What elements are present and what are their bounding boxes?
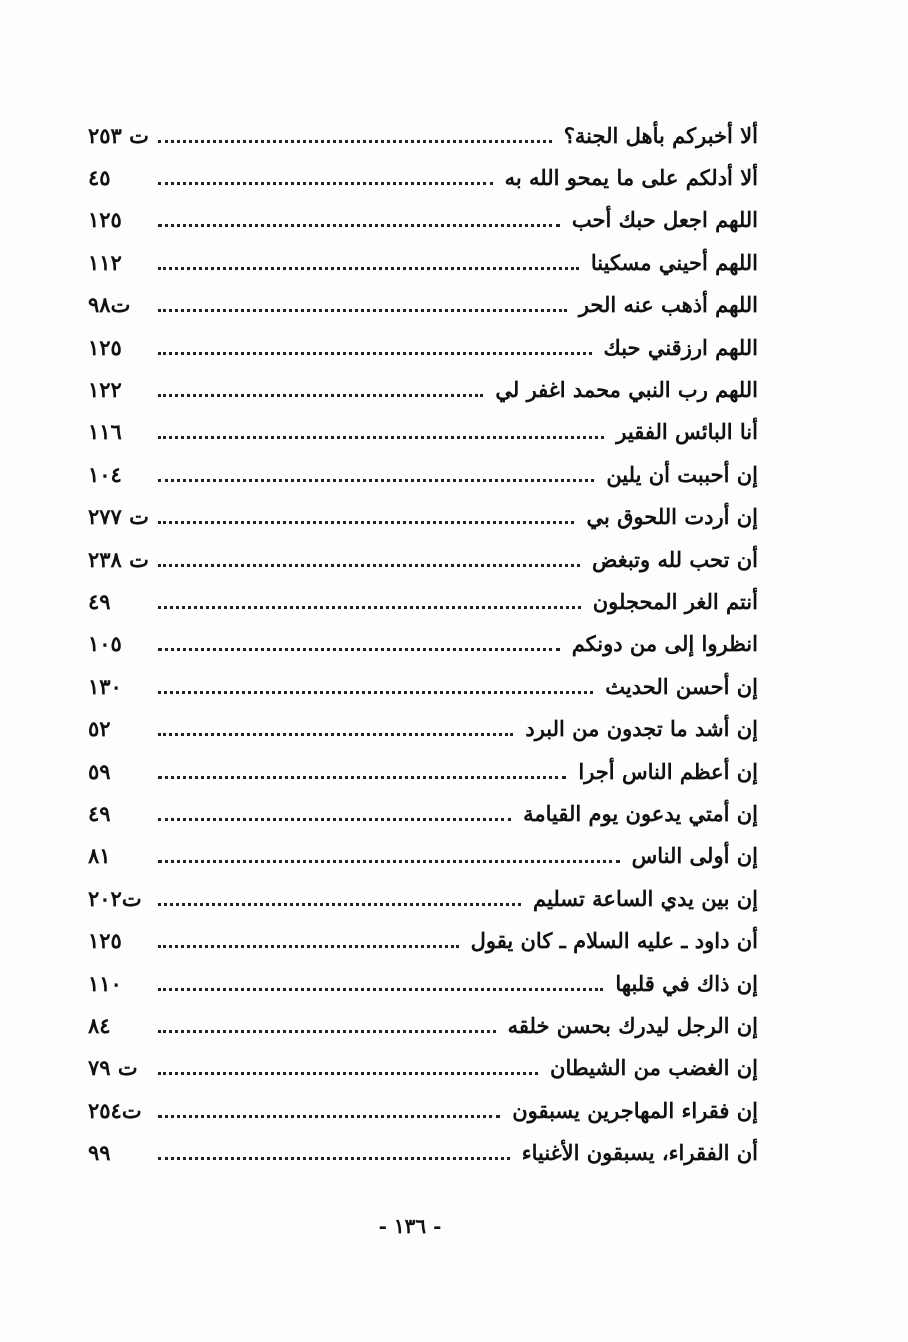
dot-leader	[158, 182, 493, 185]
entry-title: إن أولى الناس	[631, 843, 758, 869]
dot-leader	[158, 818, 511, 821]
entry-title: أن تحب لله وتبغض	[591, 546, 758, 572]
index-entry	[88, 538, 758, 580]
entry-page-ref: ت ٧٩	[88, 1055, 138, 1081]
index-entry	[88, 1131, 758, 1173]
entry-page-ref: ٥٩	[88, 758, 111, 784]
dot-leader	[158, 224, 560, 227]
index-entry	[88, 156, 758, 198]
entry-title: اللهم رب النبي محمد اغفر لي	[495, 377, 758, 403]
entry-page-ref: ١٢٥	[88, 334, 122, 360]
index-entry	[88, 919, 758, 961]
index-entry	[88, 665, 758, 707]
entry-page-ref: ت٢٥٤	[88, 1097, 142, 1123]
entry-page-ref: ت ٢٣٨	[88, 546, 149, 572]
entry-page-ref: ٨١	[88, 843, 111, 869]
dot-leader	[158, 564, 580, 567]
index-entry	[88, 1047, 758, 1089]
entry-title: اللهم ارزقني حبك	[603, 334, 758, 360]
index-entry	[88, 368, 758, 410]
index-entry	[88, 962, 758, 1004]
index-entry	[88, 580, 758, 622]
index-entry	[88, 241, 758, 283]
index-entry	[88, 199, 758, 241]
entry-title: أن داود ـ عليه السلام ـ كان يقول	[470, 928, 758, 954]
entry-title: إن الرجل ليدرك بحسن خلقه	[507, 1012, 758, 1038]
index-entry	[88, 114, 758, 156]
entry-title: إن بين يدي الساعة تسليم	[533, 885, 758, 911]
dot-leader	[158, 352, 592, 355]
entry-page-ref: ١٣٠	[88, 673, 122, 699]
index-entry	[88, 326, 758, 368]
entry-page-ref: ٤٥	[88, 165, 111, 191]
entry-page-ref: ت ٢٧٧	[88, 504, 149, 530]
entry-title: إن أعظم الناس أجرا	[578, 758, 758, 784]
dot-leader	[158, 1072, 538, 1075]
dot-leader	[158, 945, 459, 948]
entry-title: ألا أخبركم بأهل الجنة؟	[563, 122, 758, 148]
entry-page-ref: ١٠٥	[88, 631, 122, 657]
entry-page-ref: ١١٢	[88, 249, 122, 275]
index-entry	[88, 792, 758, 834]
index-entry	[88, 284, 758, 326]
entry-page-ref: ت ٢٥٣	[88, 122, 149, 148]
page-number: - ١٣٦ -	[378, 1214, 442, 1238]
entry-page-ref: ١٠٤	[88, 461, 122, 487]
entry-page-ref: ١١٦	[88, 419, 122, 445]
dot-leader	[158, 479, 594, 482]
dot-leader	[158, 1030, 496, 1033]
index-entry	[88, 877, 758, 919]
dot-leader	[158, 436, 604, 439]
index-list	[88, 114, 758, 1174]
entry-title: انظروا إلى من دونكم	[571, 631, 758, 657]
entry-page-ref: ١٢٢	[88, 377, 122, 403]
index-entry	[88, 496, 758, 538]
entry-title: اللهم اجعل حبك أحب	[571, 207, 758, 233]
entry-title: إن أمتي يدعون يوم القيامة	[523, 800, 758, 826]
entry-title: إن أشد ما تجدون من البرد	[525, 716, 758, 742]
entry-title: أنتم الغر المحجلون	[592, 588, 758, 614]
index-entry	[88, 1089, 758, 1131]
entry-title: إن أردت اللحوق بي	[586, 504, 758, 530]
index-entry	[88, 1004, 758, 1046]
entry-page-ref: ٥٢	[88, 716, 111, 742]
entry-page-ref: ٤٩	[88, 800, 111, 826]
index-entry	[88, 411, 758, 453]
dot-leader	[158, 691, 593, 694]
entry-title: إن ذاك في قلبها	[615, 970, 758, 996]
dot-leader	[158, 988, 603, 991]
entry-title: إن الغضب من الشيطان	[550, 1055, 758, 1081]
dot-leader	[158, 309, 567, 312]
dot-leader	[158, 903, 521, 906]
dot-leader	[158, 1157, 510, 1160]
index-entry	[88, 750, 758, 792]
index-entry	[88, 453, 758, 495]
entry-title: ألا أدلكم على ما يمحو الله به	[504, 165, 758, 191]
dot-leader	[158, 733, 513, 736]
index-entry	[88, 707, 758, 749]
entry-title: أن الفقراء، يسبقون الأغنياء	[521, 1140, 758, 1166]
entry-title: اللهم أذهب عنه الحر	[578, 292, 758, 318]
dot-leader	[158, 267, 579, 270]
entry-page-ref: ت٢٠٢	[88, 885, 142, 911]
dot-leader	[158, 776, 566, 779]
entry-page-ref: ١٢٥	[88, 207, 122, 233]
entry-page-ref: ٨٤	[88, 1012, 111, 1038]
entry-page-ref: ٤٩	[88, 588, 111, 614]
entry-title: إن فقراء المهاجرين يسبقون	[512, 1097, 758, 1123]
entry-title: إن أحببت أن يلين	[606, 461, 758, 487]
dot-leader	[158, 860, 620, 863]
dot-leader	[158, 606, 581, 609]
index-entry	[88, 835, 758, 877]
dot-leader	[158, 1115, 500, 1118]
dot-leader	[158, 648, 560, 651]
entry-page-ref: ١٢٥	[88, 928, 122, 954]
entry-title: أنا البائس الفقير	[616, 419, 758, 445]
entry-page-ref: ت٩٨	[88, 292, 131, 318]
index-entry	[88, 623, 758, 665]
dot-leader	[158, 394, 483, 397]
entry-title: اللهم أحيني مسكينا	[590, 249, 758, 275]
dot-leader	[158, 140, 552, 143]
entry-page-ref: ٩٩	[88, 1140, 111, 1166]
entry-title: إن أحسن الحديث	[605, 673, 758, 699]
entry-page-ref: ١١٠	[88, 970, 122, 996]
dot-leader	[158, 521, 574, 524]
